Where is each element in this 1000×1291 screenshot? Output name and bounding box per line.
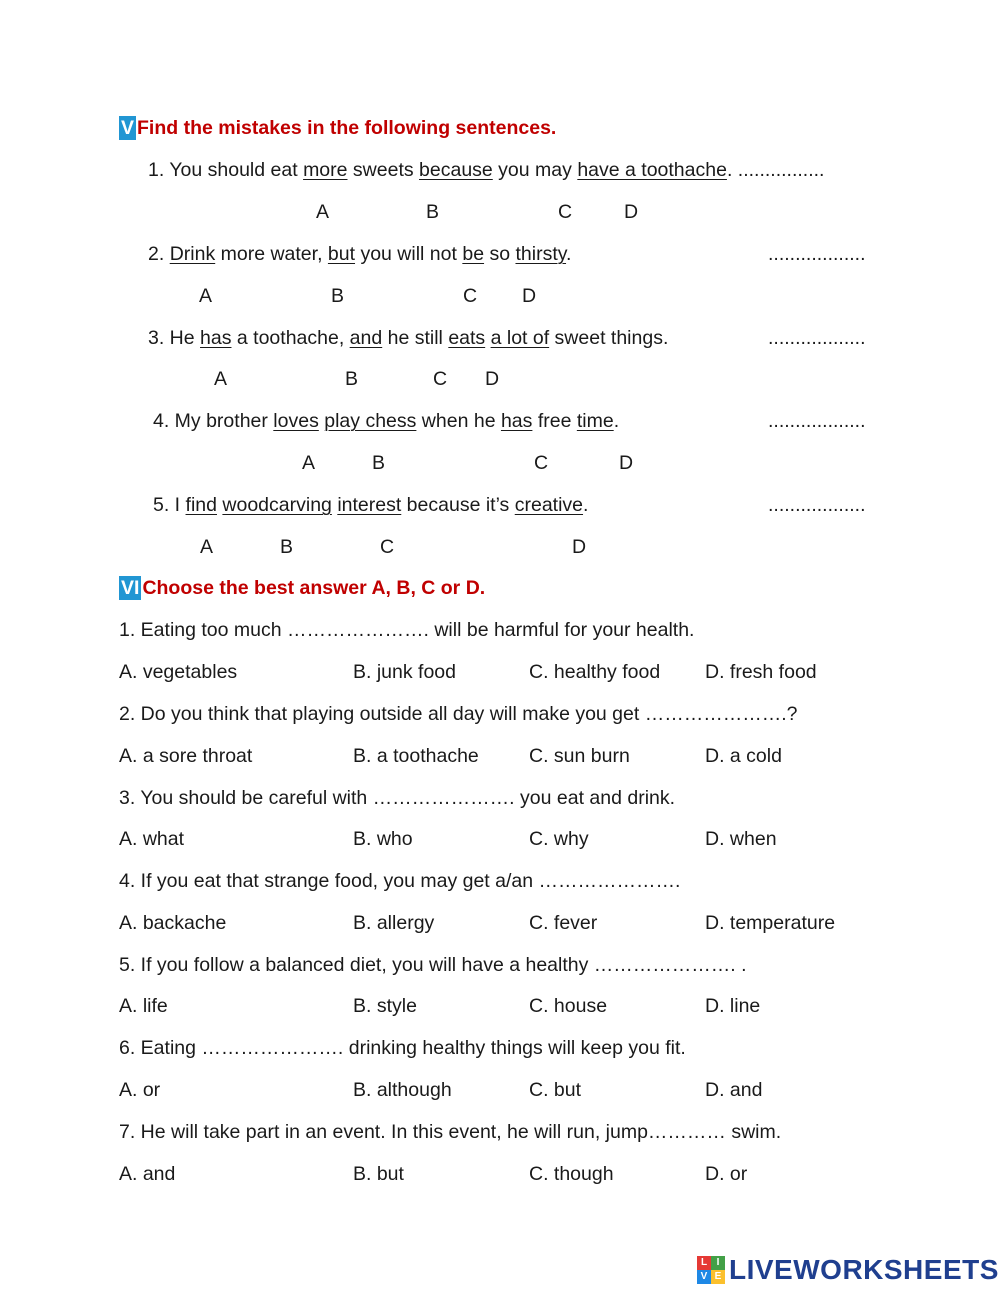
section-6-badge: VI <box>121 577 140 599</box>
sentence-segment: . ................ <box>726 159 825 181</box>
underlined-segment: more <box>303 159 348 181</box>
question-2: 2. Do you think that playing outside all day will make you get ………………….? <box>119 703 798 725</box>
sentence-segment: when he <box>416 410 501 432</box>
sentence-segment: so <box>484 243 516 265</box>
mark-4-a: A <box>302 452 316 474</box>
answer-blank-5[interactable]: .................. <box>768 494 866 516</box>
q3-option-c[interactable]: C. why <box>529 828 589 850</box>
mistake-sentence-3 <box>148 326 668 350</box>
sentence-segment: sweets <box>347 159 420 181</box>
underlined-segment: time <box>576 410 614 432</box>
mark-3-a: A <box>214 368 228 390</box>
q7-option-d[interactable]: D. or <box>705 1163 748 1185</box>
logo-tile-l: L <box>697 1256 711 1270</box>
question-3: 3. You should be careful with …………………. you eat and drink. <box>119 787 676 809</box>
liveworksheets-logo-icon <box>697 1256 725 1284</box>
mark-5-d: D <box>572 536 587 558</box>
mark-2-c: C <box>463 285 478 307</box>
underlined-segment: interest <box>337 494 402 516</box>
mark-1-d: D <box>624 201 639 223</box>
logo-tile-v: V <box>697 1270 711 1284</box>
brand-name: LIVEWORKSHEETS <box>729 1254 999 1285</box>
question-5: 5. If you follow a balanced diet, you will have a healthy …………………. . <box>119 954 747 976</box>
q1-option-d[interactable]: D. fresh food <box>705 661 817 683</box>
sentence-segment: 4. My brother <box>153 410 274 432</box>
q5-option-a[interactable]: A. life <box>119 995 168 1017</box>
mark-4-c: C <box>534 452 549 474</box>
sentence-segment: sweet things. <box>549 327 669 349</box>
mistake-sentence-4 <box>153 409 619 433</box>
sentence-segment: . <box>613 410 620 432</box>
underlined-segment: because <box>419 159 493 181</box>
answer-blank-2[interactable]: .................. <box>768 243 866 265</box>
q3-option-a[interactable]: A. what <box>119 828 185 850</box>
sentence-segment: . <box>566 243 572 265</box>
q1-option-a[interactable]: A. vegetables <box>119 661 238 683</box>
sentence-segment: more water, <box>215 243 328 265</box>
mark-2-a: A <box>199 285 213 307</box>
q1-option-c[interactable]: C. healthy food <box>529 661 661 683</box>
underlined-segment: Drink <box>169 243 216 265</box>
underlined-segment: play chess <box>324 410 417 432</box>
sentence-segment: 5. I <box>153 494 186 516</box>
mistake-sentence-5 <box>153 493 588 517</box>
q6-option-b[interactable]: B. although <box>353 1079 452 1101</box>
sentence-segment: 2. <box>148 243 170 265</box>
question-1: 1. Eating too much …………………. will be harmful for your health. <box>119 619 695 641</box>
sentence-segment: you will not <box>355 243 463 265</box>
q1-option-b[interactable]: B. junk food <box>353 661 456 683</box>
underlined-segment: have a toothache <box>577 159 727 181</box>
underlined-segment: but <box>327 243 356 265</box>
sentence-segment: he still <box>382 327 449 349</box>
sentence-segment: 1. You should eat <box>148 159 304 181</box>
q6-option-d[interactable]: D. and <box>705 1079 763 1101</box>
answer-blank-4[interactable]: .................. <box>768 410 866 432</box>
q7-option-b[interactable]: B. but <box>353 1163 404 1185</box>
q2-option-a[interactable]: A. a sore throat <box>119 745 253 767</box>
q3-option-d[interactable]: D. when <box>705 828 777 850</box>
mistake-sentence-1 <box>148 158 824 182</box>
mark-2-d: D <box>522 285 537 307</box>
q4-option-a[interactable]: A. backache <box>119 912 227 934</box>
underlined-segment: a lot of <box>490 327 550 349</box>
q6-option-c[interactable]: C. but <box>529 1079 582 1101</box>
section-5-badge: V <box>121 117 135 139</box>
liveworksheets-brand <box>697 1254 999 1286</box>
mark-5-a: A <box>200 536 214 558</box>
underlined-segment: eats <box>448 327 486 349</box>
mistake-sentence-2 <box>148 242 571 266</box>
q4-option-c[interactable]: C. fever <box>529 912 598 934</box>
sentence-segment: because it’s <box>401 494 515 516</box>
mark-4-b: B <box>372 452 386 474</box>
q6-option-a[interactable]: A. or <box>119 1079 161 1101</box>
answer-blank-3[interactable]: .................. <box>768 327 866 349</box>
section-6-title: Choose the best answer A, B, C or D. <box>142 577 486 599</box>
q4-option-d[interactable]: D. temperature <box>705 912 836 934</box>
q7-option-c[interactable]: C. though <box>529 1163 614 1185</box>
section-6-heading <box>119 576 485 600</box>
sentence-segment: a toothache, <box>231 327 350 349</box>
mark-1-a: A <box>316 201 330 223</box>
q5-option-b[interactable]: B. style <box>353 995 417 1017</box>
q2-option-d[interactable]: D. a cold <box>705 745 782 767</box>
underlined-segment: be <box>462 243 485 265</box>
mark-1-b: B <box>426 201 440 223</box>
logo-tile-e: E <box>711 1270 725 1284</box>
question-7: 7. He will take part in an event. In this event, he will run, jump………… swim. <box>119 1121 782 1143</box>
sentence-segment: you may <box>492 159 578 181</box>
mark-3-b: B <box>345 368 359 390</box>
underlined-segment: has <box>200 327 232 349</box>
mark-5-b: B <box>280 536 294 558</box>
mark-3-c: C <box>433 368 448 390</box>
q5-option-c[interactable]: C. house <box>529 995 608 1017</box>
logo-tile-i: I <box>711 1256 725 1270</box>
q2-option-b[interactable]: B. a toothache <box>353 745 479 767</box>
question-6: 6. Eating …………………. drinking healthy things will keep you fit. <box>119 1037 686 1059</box>
underlined-segment: find <box>185 494 217 516</box>
underlined-segment: has <box>500 410 533 432</box>
mark-2-b: B <box>331 285 345 307</box>
q7-option-a[interactable]: A. and <box>119 1163 176 1185</box>
sentence-segment: . <box>583 494 589 516</box>
underlined-segment: thirsty <box>515 243 567 265</box>
q4-option-b[interactable]: B. allergy <box>353 912 435 934</box>
mark-1-c: C <box>558 201 573 223</box>
sentence-segment: 3. He <box>148 327 201 349</box>
q2-option-c[interactable]: C. sun burn <box>529 745 630 767</box>
section-5-title: Find the mistakes in the following sentences. <box>137 117 557 139</box>
underlined-segment: loves <box>273 410 319 432</box>
mark-4-d: D <box>619 452 634 474</box>
q5-option-d[interactable]: D. line <box>705 995 761 1017</box>
question-4: 4. If you eat that strange food, you may get a/an …………………. <box>119 870 681 892</box>
sentence-segment: free <box>532 410 577 432</box>
underlined-segment: and <box>349 327 383 349</box>
underlined-segment: creative <box>514 494 584 516</box>
mark-5-c: C <box>380 536 395 558</box>
q3-option-b[interactable]: B. who <box>353 828 413 850</box>
section-5-heading <box>119 116 556 140</box>
mark-3-d: D <box>485 368 500 390</box>
underlined-segment: woodcarving <box>222 494 332 516</box>
